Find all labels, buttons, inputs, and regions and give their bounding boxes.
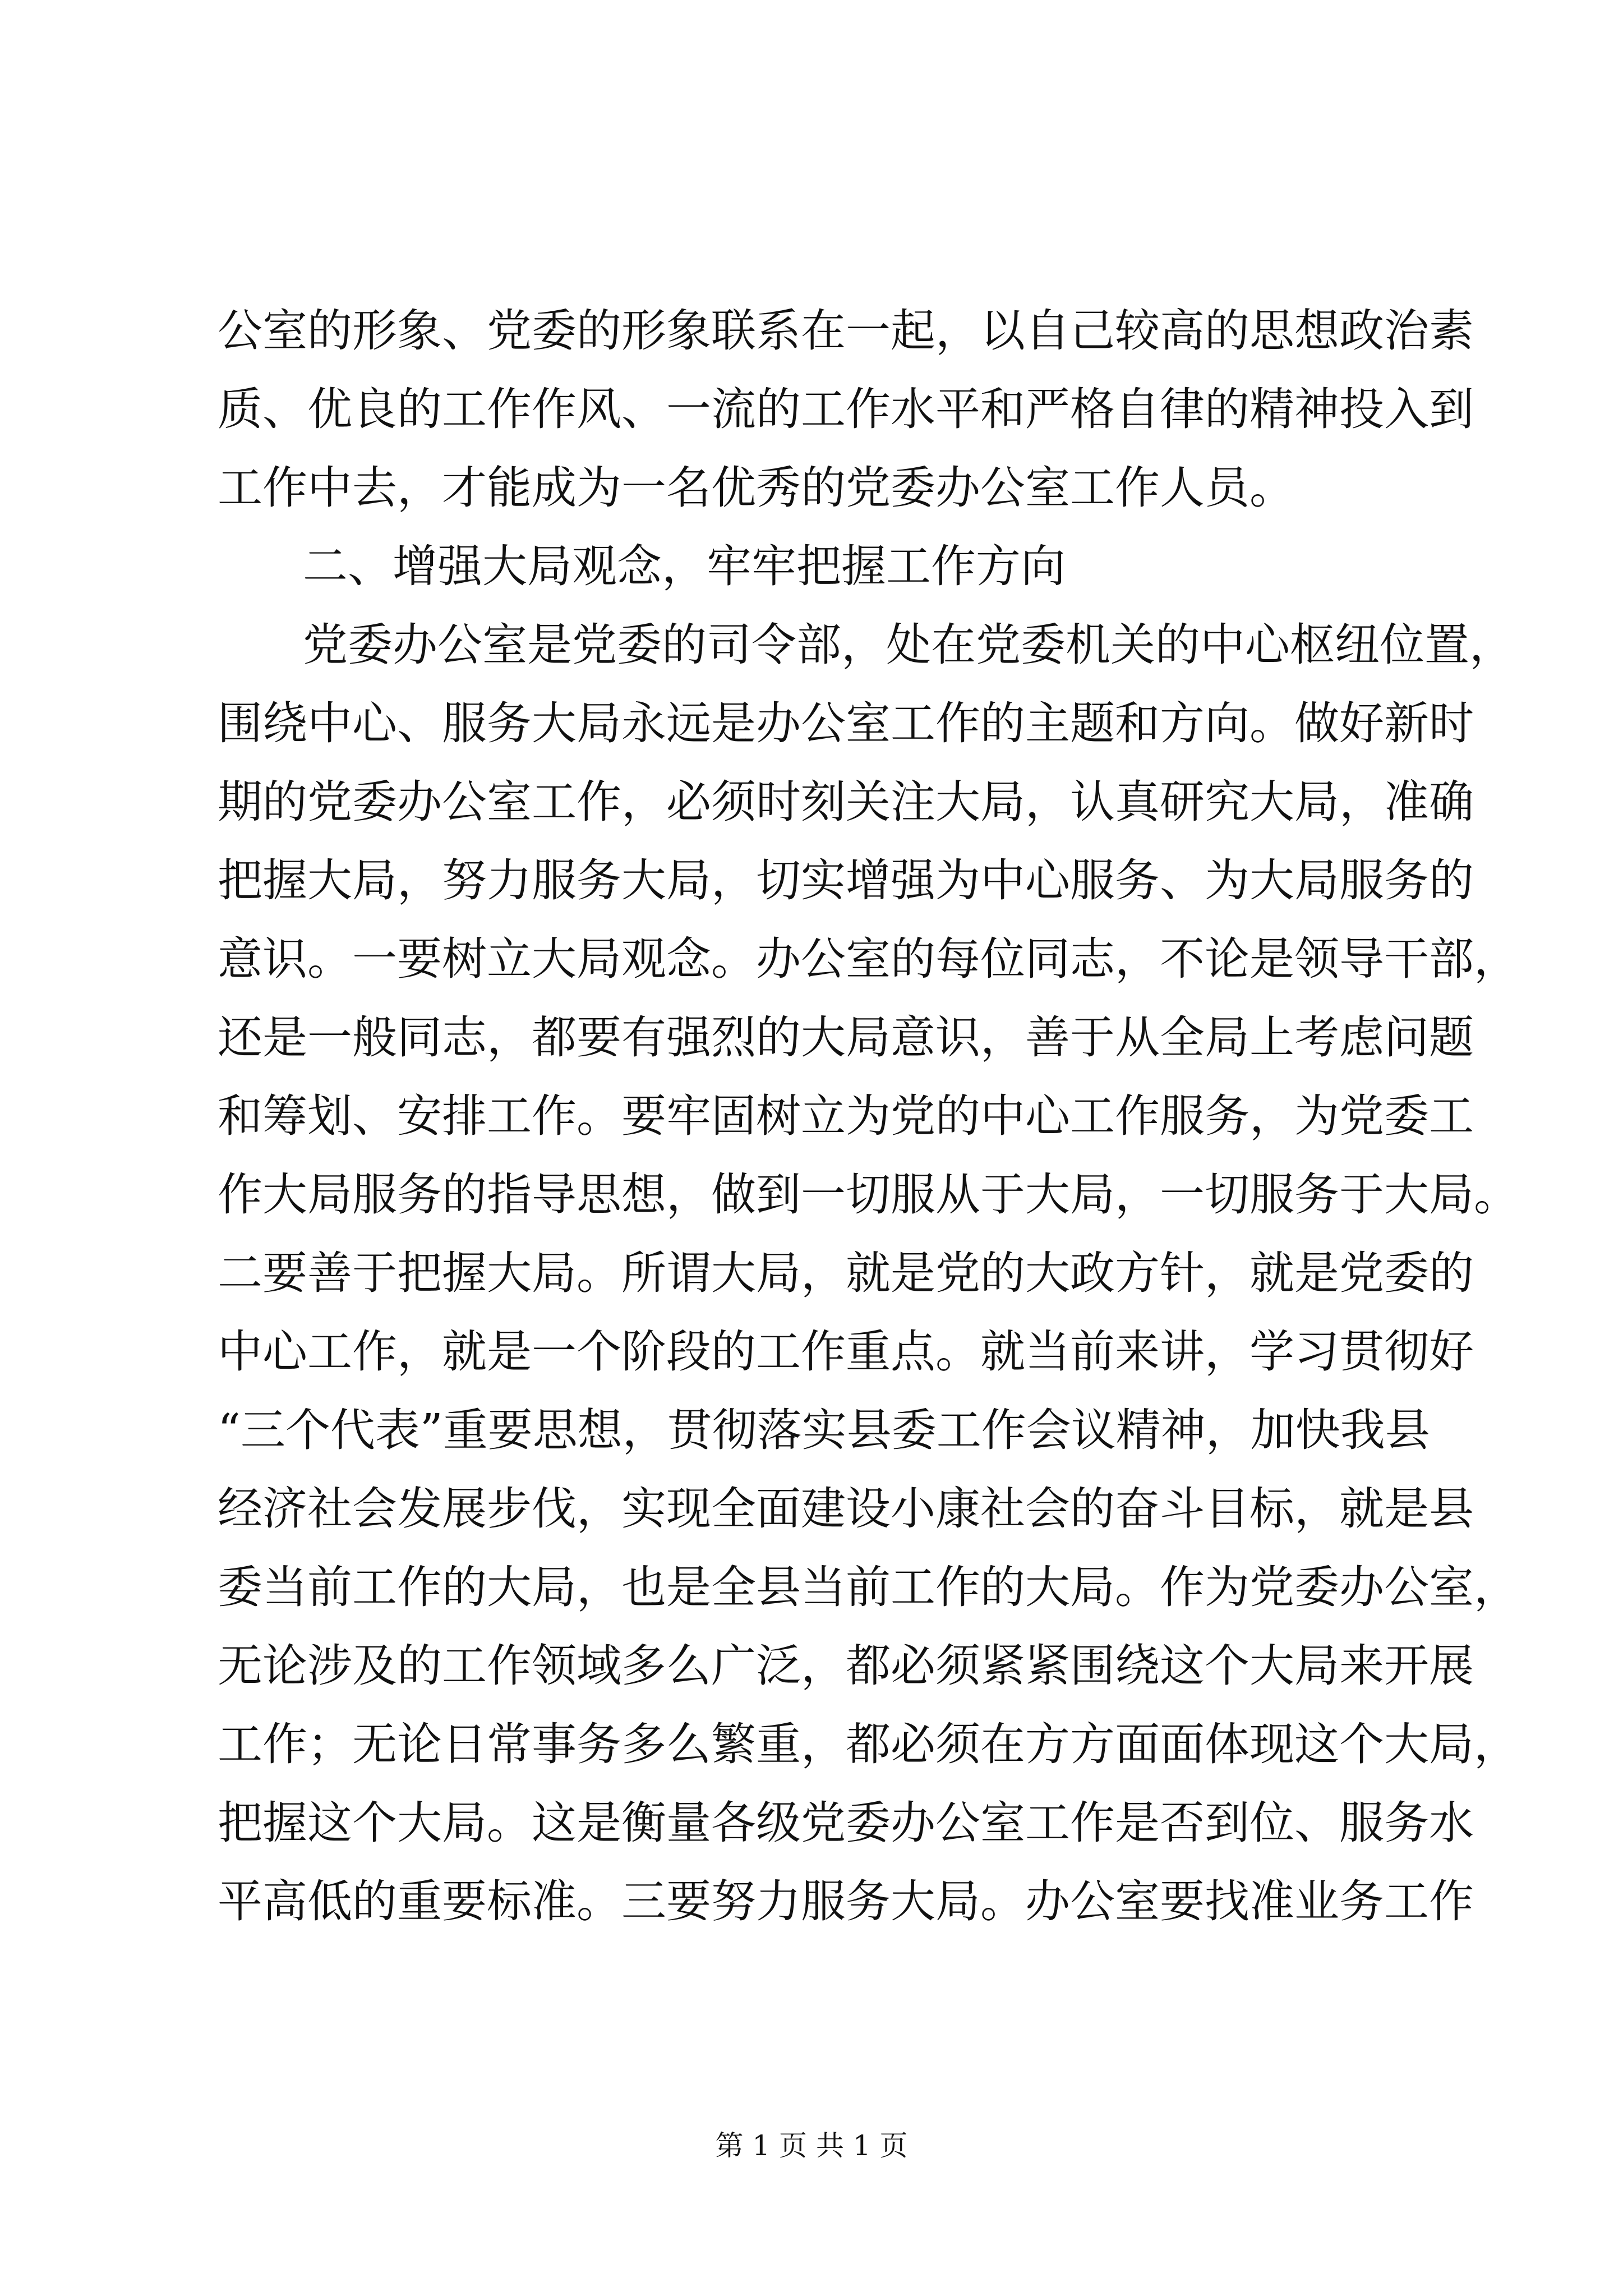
paragraph-line: 平高低的重要标准。三要努力服务大局。办公室要找准业务工作	[218, 1875, 1474, 1927]
paragraph-line: 把握这个大局。这是衡量各级党委办公室工作是否到位、服务水	[218, 1797, 1474, 1849]
paragraph-line: “三个代表”重要思想，贯彻落实县委工作会议精神，加快我县	[218, 1404, 1430, 1456]
page-footer: 第 1 页 共 1 页	[715, 2129, 908, 2162]
paragraph-line: 质、优良的工作作风、一流的工作水平和严格自律的精神投入到	[218, 383, 1474, 435]
paragraph-line: 委当前工作的大局，也是全县当前工作的大局。作为党委办公室，	[218, 1561, 1519, 1613]
paragraph-line: 无论涉及的工作领域多么广泛，都必须紧紧围绕这个大局来开展	[218, 1640, 1474, 1692]
paragraph-line: 还是一般同志，都要有强烈的大局意识，善于从全局上考虑问题	[218, 1011, 1474, 1064]
paragraph-line: 党委办公室是党委的司令部，处在党委机关的中心枢纽位置，	[303, 619, 1514, 671]
paragraph-line: 公室的形象、党委的形象联系在一起，以自己较高的思想政治素	[218, 305, 1474, 357]
paragraph-line: 作大局服务的指导思想，做到一切服从于大局，一切服务于大局。	[218, 1168, 1519, 1221]
paragraph-line: 期的党委办公室工作，必须时刻关注大局，认真研究大局，准确	[218, 776, 1474, 828]
paragraph-line: 中心工作，就是一个阶段的工作重点。就当前来讲，学习贯彻好	[218, 1326, 1474, 1378]
section-heading: 二、增强大局观念，牢牢把握工作方向	[303, 540, 1066, 592]
paragraph-line: 意识。一要树立大局观念。办公室的每位同志，不论是领导干部，	[218, 933, 1519, 985]
paragraph-line: 和筹划、安排工作。要牢固树立为党的中心工作服务，为党委工	[218, 1090, 1474, 1142]
paragraph-line: 把握大局，努力服务大局，切实增强为中心服务、为大局服务的	[218, 854, 1474, 907]
paragraph-line: 经济社会发展步伐，实现全面建设小康社会的奋斗目标，就是县	[218, 1483, 1474, 1535]
paragraph-line: 二要善于把握大局。所谓大局，就是党的大政方针，就是党委的	[218, 1247, 1474, 1299]
paragraph-line: 工作中去，才能成为一名优秀的党委办公室工作人员。	[218, 462, 1294, 514]
paragraph-line: 工作；无论日常事务多么繁重，都必须在方方面面体现这个大局，	[218, 1718, 1519, 1770]
paragraph-line: 围绕中心、服务大局永远是办公室工作的主题和方向。做好新时	[218, 697, 1474, 749]
